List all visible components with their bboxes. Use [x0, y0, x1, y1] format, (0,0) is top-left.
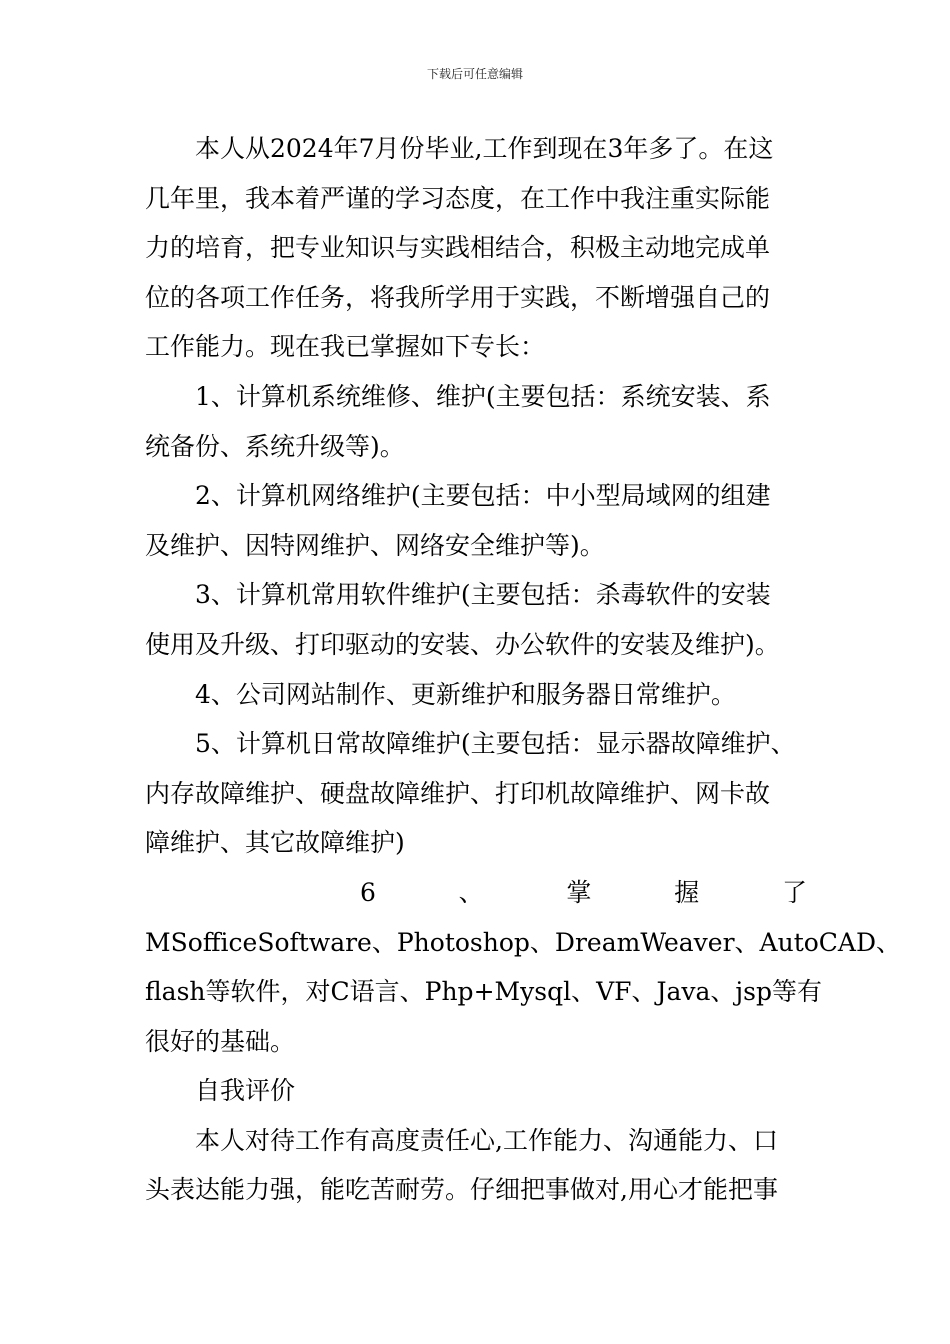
list-item-line: 1、计算机系统维修、维护(主要包括：系统安装、系: [195, 381, 771, 411]
paragraph-line: 很好的基础。: [145, 1026, 296, 1056]
justified-token: 了: [781, 877, 807, 907]
justified-token: 掌: [566, 877, 592, 907]
paragraph-line: 头表达能力强，能吃苦耐劳。仔细把事做对,用心才能把事: [145, 1175, 778, 1205]
paragraph-line: 本人对待工作有高度责任心,工作能力、沟通能力、口: [195, 1125, 778, 1155]
paragraph-line: 几年里，我本着严谨的学习态度，在工作中我注重实际能: [145, 183, 771, 213]
list-item-line: 3、计算机常用软件维护(主要包括：杀毒软件的安装: [195, 580, 771, 610]
paragraph-line: 位的各项工作任务，将我所学用于实践，不断增强自己的: [145, 282, 771, 312]
list-item-line: 4、公司网站制作、更新维护和服务器日常维护。: [195, 679, 736, 709]
paragraph-line: MSofficeSoftware、Photoshop、DreamWeaver、AutoCAD、: [145, 927, 902, 957]
document-body: [145, 124, 902, 1215]
list-item-line: 2、计算机网络维护(主要包括：中小型局域网的组建: [195, 481, 771, 511]
justified-token: 握: [674, 877, 700, 907]
section-heading: 自我评价: [195, 1076, 296, 1106]
page-header: 下载后可任意编辑: [426, 67, 523, 81]
list-item-line: 统备份、系统升级等)。: [145, 431, 405, 461]
list-item-line: 及维护、因特网维护、网络安全维护等)。: [145, 530, 605, 560]
paragraph-line: 力的培育，把专业知识与实践相结合，积极主动地完成单: [145, 233, 771, 263]
list-item-line: 使用及升级、打印驱动的安装、办公软件的安装及维护)。: [145, 629, 780, 659]
justified-line: [145, 868, 807, 918]
list-item-line: 5、计算机日常故障维护(主要包括：显示器故障维护、: [195, 729, 796, 759]
list-item-line: 障维护、其它故障维护): [145, 828, 405, 858]
list-item-line: 内存故障维护、硬盘故障维护、打印机故障维护、网卡故: [145, 778, 771, 808]
paragraph-line: flash等软件，对C语言、Php+Mysql、VF、Java、jsp等有: [145, 977, 823, 1007]
justified-token: 、: [458, 877, 484, 907]
paragraph-line: 本人从2024年7月份毕业,工作到现在3年多了。在这: [195, 134, 774, 163]
justified-token: 6: [360, 877, 376, 907]
paragraph-line: 工作能力。现在我已掌握如下专长：: [145, 332, 546, 362]
